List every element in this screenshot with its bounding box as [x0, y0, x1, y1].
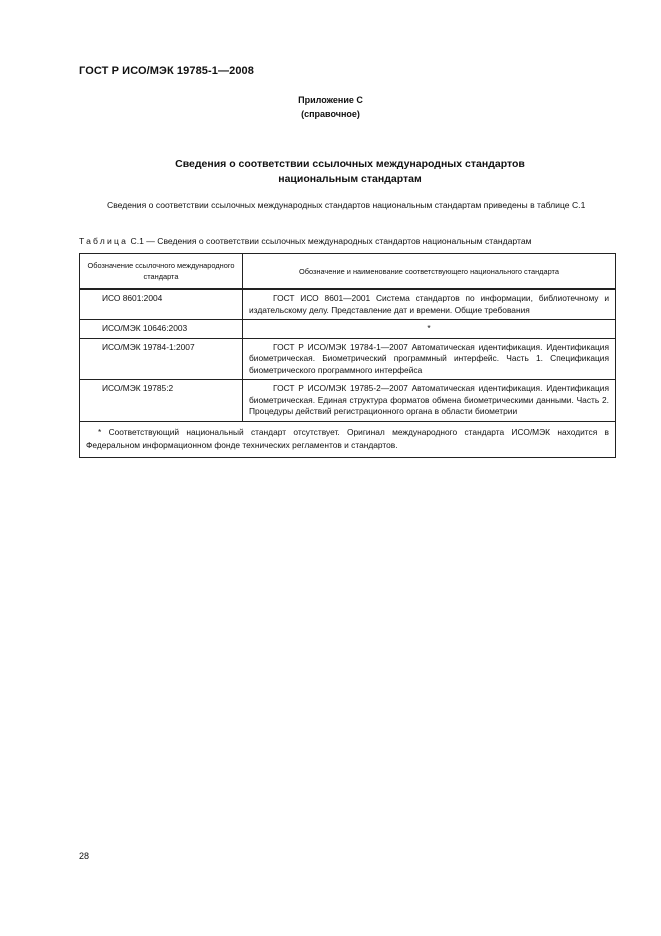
table-caption-text: С.1 — Сведения о соответствии ссылочных международных стандартов национальным стандартам	[130, 236, 532, 246]
national-standard-cell: ГОСТ Р ИСО/МЭК 19784-1—2007 Автоматическая идентификация. Идентификация биометрическая. Биометрический программный интерфейс. Часть 1. Спецификация биометрического программного интерфейса	[243, 338, 616, 380]
reference-standard-cell: ИСО/МЭК 10646:2003	[80, 320, 243, 339]
intro-paragraph: Сведения о соответствии ссылочных международных стандартов национальным стандартам приведены в таблице С.1	[107, 200, 586, 210]
section-title-line-1: Сведения о соответствии ссылочных международных стандартов	[175, 158, 525, 170]
section-title	[60, 157, 640, 187]
table-header-row	[80, 254, 616, 290]
reference-standard-cell: ИСО 8601:2004	[80, 289, 243, 320]
column-header-reference: Обозначение ссылочного международного стандарта	[80, 254, 243, 290]
national-standard-cell: *	[243, 320, 616, 339]
national-standard-cell: ГОСТ Р ИСО/МЭК 19785-2—2007 Автоматическая идентификация. Идентификация биометрическая. Единая структура форматов обмена биометрическими данными. Часть 2. Процедуры действий регистрационного органа в области биометрии	[243, 380, 616, 422]
table-footnote: * Соответствующий национальный стандарт отсутствует. Оригинал международного стандарта ИСО/МЭК находится в Федеральном информационном фонде технических регламентов и стандартов.	[80, 421, 616, 457]
standards-table	[79, 253, 616, 458]
column-header-national: Обозначение и наименование соответствующего национального стандарта	[243, 254, 616, 290]
reference-standard-cell: ИСО/МЭК 19784-1:2007	[80, 338, 243, 380]
reference-standard-cell: ИСО/МЭК 19785:2	[80, 380, 243, 422]
table-row	[80, 380, 616, 422]
document-header: ГОСТ Р ИСО/МЭК 19785-1—2008	[79, 65, 254, 77]
table-footnote-row	[80, 421, 616, 457]
table-row	[80, 320, 616, 339]
national-standard-cell: ГОСТ ИСО 8601—2001 Система стандартов по информации, библиотечному и издательскому делу. Представление дат и времени. Общие требования	[243, 289, 616, 320]
section-title-line-2: национальным стандартам	[278, 173, 422, 185]
table-row	[80, 338, 616, 380]
table-row	[80, 289, 616, 320]
annex-status: (справочное)	[301, 109, 360, 119]
table-caption-word: Таблица	[79, 236, 129, 246]
table-caption	[79, 236, 532, 246]
annex-label: Приложение С	[298, 95, 363, 105]
page-number: 28	[79, 851, 90, 861]
annex-heading	[0, 93, 661, 121]
